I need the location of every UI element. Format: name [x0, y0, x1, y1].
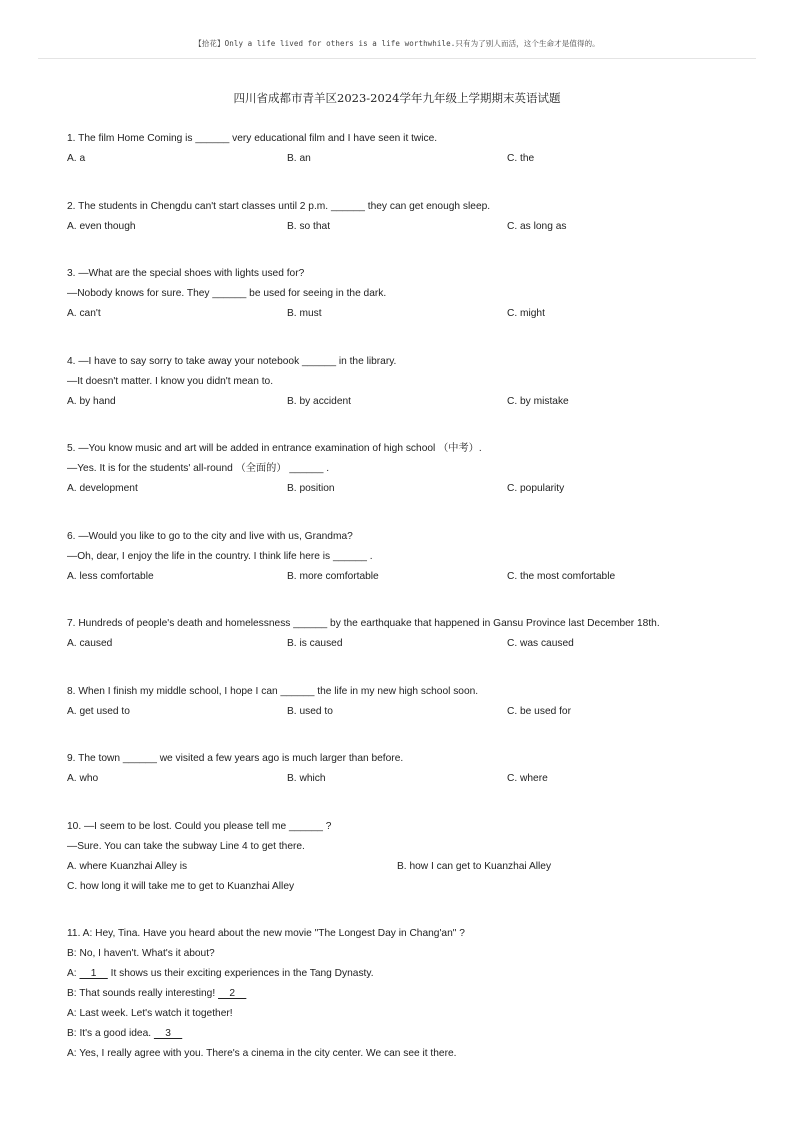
option-c[interactable]: C. the most comfortable [507, 571, 616, 582]
option-b[interactable]: B. position [287, 483, 335, 494]
dialog-intro: 11. A: Hey, Tina. Have you heard about the new movie "The Longest Day in Chang'an" ? [67, 928, 465, 939]
question-1 [67, 129, 747, 169]
question-5 [67, 439, 747, 499]
option-c[interactable]: C. the [507, 153, 535, 164]
option-a[interactable]: A. less comfortable [67, 571, 154, 582]
option-c[interactable]: C. might [507, 308, 545, 319]
question-3 [67, 264, 747, 324]
option-c[interactable]: C. popularity [507, 483, 565, 494]
option-c[interactable]: C. where [507, 773, 548, 784]
question-stem: 5. —You know music and art will be added in entrance examination of high school （中考）. [67, 443, 482, 454]
option-c[interactable]: C. was caused [507, 638, 574, 649]
page-header-quote: 【拾花】Only a life lived for others is a life worthwhile.只有为了别人而活，这个生命才是值得的。 [194, 39, 600, 48]
question-9 [67, 749, 747, 789]
option-c[interactable]: C. be used for [507, 706, 571, 717]
blank-1[interactable]: 1 [79, 968, 108, 979]
dialog-text: B: It's a good idea. [67, 1028, 154, 1039]
question-stem-reply: —Nobody knows for sure. They ______ be used for seeing in the dark. [67, 288, 387, 299]
option-a[interactable]: A. by hand [67, 396, 116, 407]
dialog-line: A: Yes, I really agree with you. There's a cinema in the city center. We can see it there. [67, 1048, 457, 1059]
question-10 [67, 817, 747, 897]
option-c[interactable]: C. how long it will take me to get to Kuanzhai Alley [67, 881, 295, 892]
dialog-line: B: No, I haven't. What's it about? [67, 948, 215, 959]
question-stem: 10. —I seem to be lost. Could you please tell me ______ ? [67, 821, 332, 832]
option-b[interactable]: B. an [287, 153, 311, 164]
question-stem: 1. The film Home Coming is ______ very educational film and I have seen it twice. [67, 133, 438, 144]
dialog-line [67, 984, 747, 1004]
question-stem-reply: —Yes. It is for the students' all-round （全面的） ______ . [67, 463, 330, 474]
question-6 [67, 527, 747, 587]
question-7 [67, 614, 747, 654]
blank-2[interactable]: 2 [218, 988, 247, 999]
dialog-line [67, 1024, 747, 1044]
dialog-speaker: A: [67, 968, 80, 979]
option-a[interactable]: A. who [67, 773, 99, 784]
option-b[interactable]: B. must [287, 308, 322, 319]
dialog-line [67, 964, 747, 984]
dialog-text: B: That sounds really interesting! [67, 988, 219, 999]
question-stem: 3. —What are the special shoes with lights used for? [67, 268, 305, 279]
option-b[interactable]: B. so that [287, 221, 331, 232]
option-a[interactable]: A. can't [67, 308, 101, 319]
question-2 [67, 197, 747, 237]
question-stem: 7. Hundreds of people's death and homelessness ______ by the earthquake that happened in Gansu Province last December 18th. [67, 618, 660, 629]
question-stem: 6. —Would you like to go to the city and live with us, Grandma? [67, 531, 353, 542]
option-c[interactable]: C. by mistake [507, 396, 569, 407]
question-11-dialog [67, 924, 747, 1064]
question-stem: 4. —I have to say sorry to take away your notebook ______ in the library. [67, 356, 397, 367]
question-stem: 9. The town ______ we visited a few years ago is much larger than before. [67, 753, 404, 764]
question-stem: 8. When I finish my middle school, I hope I can ______ the life in my new high school soon. [67, 686, 479, 697]
option-a[interactable]: A. get used to [67, 706, 130, 717]
question-4 [67, 352, 747, 412]
dialog-line: A: Last week. Let's watch it together! [67, 1008, 233, 1019]
option-b[interactable]: B. used to [287, 706, 333, 717]
option-b[interactable]: B. which [287, 773, 326, 784]
blank-3[interactable]: 3 [153, 1028, 183, 1039]
option-b[interactable]: B. more comfortable [287, 571, 379, 582]
option-b[interactable]: B. how I can get to Kuanzhai Alley [397, 861, 552, 872]
question-stem: 2. The students in Chengdu can't start classes until 2 p.m. ______ they can get enough sleep. [67, 201, 491, 212]
option-b[interactable]: B. is caused [287, 638, 343, 649]
question-8 [67, 682, 747, 722]
option-a[interactable]: A. a [67, 153, 86, 164]
option-c[interactable]: C. as long as [507, 221, 567, 232]
exam-title: 四川省成都市青羊区2023-2024学年九年级上学期期末英语试题 [233, 91, 561, 105]
question-stem-reply: —Sure. You can take the subway Line 4 to get there. [67, 841, 305, 852]
option-a[interactable]: A. where Kuanzhai Alley is [67, 861, 188, 872]
dialog-text: It shows us their exciting experiences in the Tang Dynasty. [107, 968, 374, 979]
option-a[interactable]: A. development [67, 483, 138, 494]
header-divider [38, 58, 756, 59]
option-a[interactable]: A. even though [67, 221, 136, 232]
question-stem-reply: —It doesn't matter. I know you didn't mean to. [67, 376, 274, 387]
option-a[interactable]: A. caused [67, 638, 113, 649]
option-b[interactable]: B. by accident [287, 396, 351, 407]
question-stem-reply: —Oh, dear, I enjoy the life in the country. I think life here is ______ . [67, 551, 373, 562]
